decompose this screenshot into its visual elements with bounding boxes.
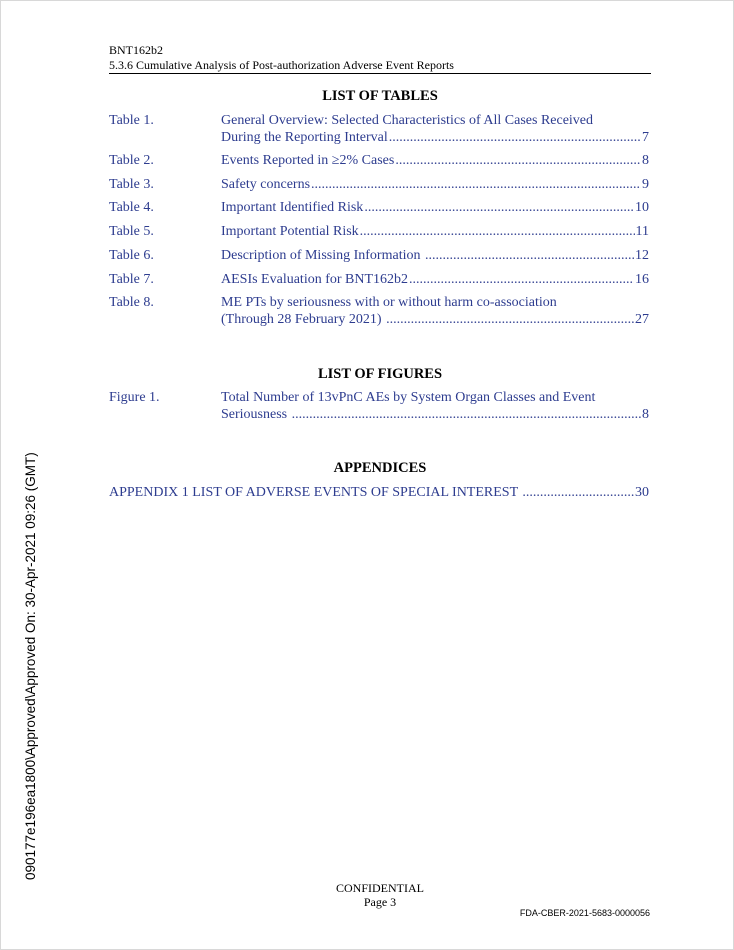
toc-appendix-1[interactable] [109,485,649,501]
toc-page-number: 7 [642,130,649,145]
toc-title-line: General Overview: Selected Characteristics of All Cases Received [221,113,594,128]
toc-page-number: 10 [635,200,649,215]
leader-dots [360,223,635,240]
toc-title-line: Total Number of 13vPnC AEs by System Organ Classes and Event [221,390,596,405]
list-of-tables-title: LIST OF TABLES [322,88,438,104]
leader-dots [364,199,634,216]
leader-dots [409,271,634,288]
toc-title-line: Safety concerns [221,177,311,192]
toc-page-number: 8 [642,153,649,168]
toc-label: Table 3. [109,177,154,192]
toc-label: Table 2. [109,153,154,168]
document-header [109,43,651,73]
toc-title-line: Seriousness [221,407,291,422]
toc-page-number: 30 [635,485,649,500]
toc-title-line: Important Potential Risk [221,224,359,239]
toc-label: Table 5. [109,224,154,239]
toc-title-line: (Through 28 February 2021) [221,312,386,327]
toc-page-number: 11 [635,224,649,239]
list-of-figures-title: LIST OF FIGURES [317,366,443,382]
toc-page-number: 27 [635,312,649,327]
toc-page-number: 12 [635,248,649,263]
confidential-label: CONFIDENTIAL [336,881,424,895]
toc-title-line: Events Reported in ≥2% Cases [221,153,395,168]
leader-dots [292,406,641,423]
toc-label: Figure 1. [109,390,160,405]
toc-label: Table 6. [109,248,154,263]
header-section: 5.3.6 Cumulative Analysis of Post-authorization Adverse Event Reports [109,58,454,72]
leader-dots [425,247,634,264]
toc-title-line: Important Identified Risk [221,200,364,215]
toc-title-line: Description of Missing Information [221,248,424,263]
appendices-title: APPENDICES [333,460,427,476]
page-number: Page 3 [363,895,397,909]
toc-page-number: 9 [642,177,649,192]
toc-title-line: AESIs Evaluation for BNT162b2 [221,272,409,287]
toc-page-number: 8 [642,407,649,422]
toc-label: Table 7. [109,272,154,287]
toc-title-line: During the Reporting Interval [221,130,388,145]
toc-page-number: 16 [635,272,649,287]
leader-dots [311,176,641,193]
toc-title-line: APPENDIX 1 LIST OF ADVERSE EVENTS OF SPECIAL INTEREST [109,485,522,500]
toc-label: Table 4. [109,200,154,215]
page-footer [109,881,651,909]
leader-dots [522,485,634,501]
header-rule [109,73,651,74]
toc-label: Table 8. [109,295,154,310]
toc-label: Table 1. [109,113,154,128]
leader-dots [395,152,641,169]
document-id: FDA-CBER-2021-5683-0000056 [519,908,650,918]
leader-dots [386,311,634,328]
toc-title-line: ME PTs by seriousness with or without harm co-association [221,295,557,310]
approval-stamp: 090177e196ea1800\Approved\Approved On: 30-Apr-2021 09:26 (GMT) [23,452,38,880]
leader-dots [389,129,641,146]
header-product: BNT162b2 [109,43,163,57]
